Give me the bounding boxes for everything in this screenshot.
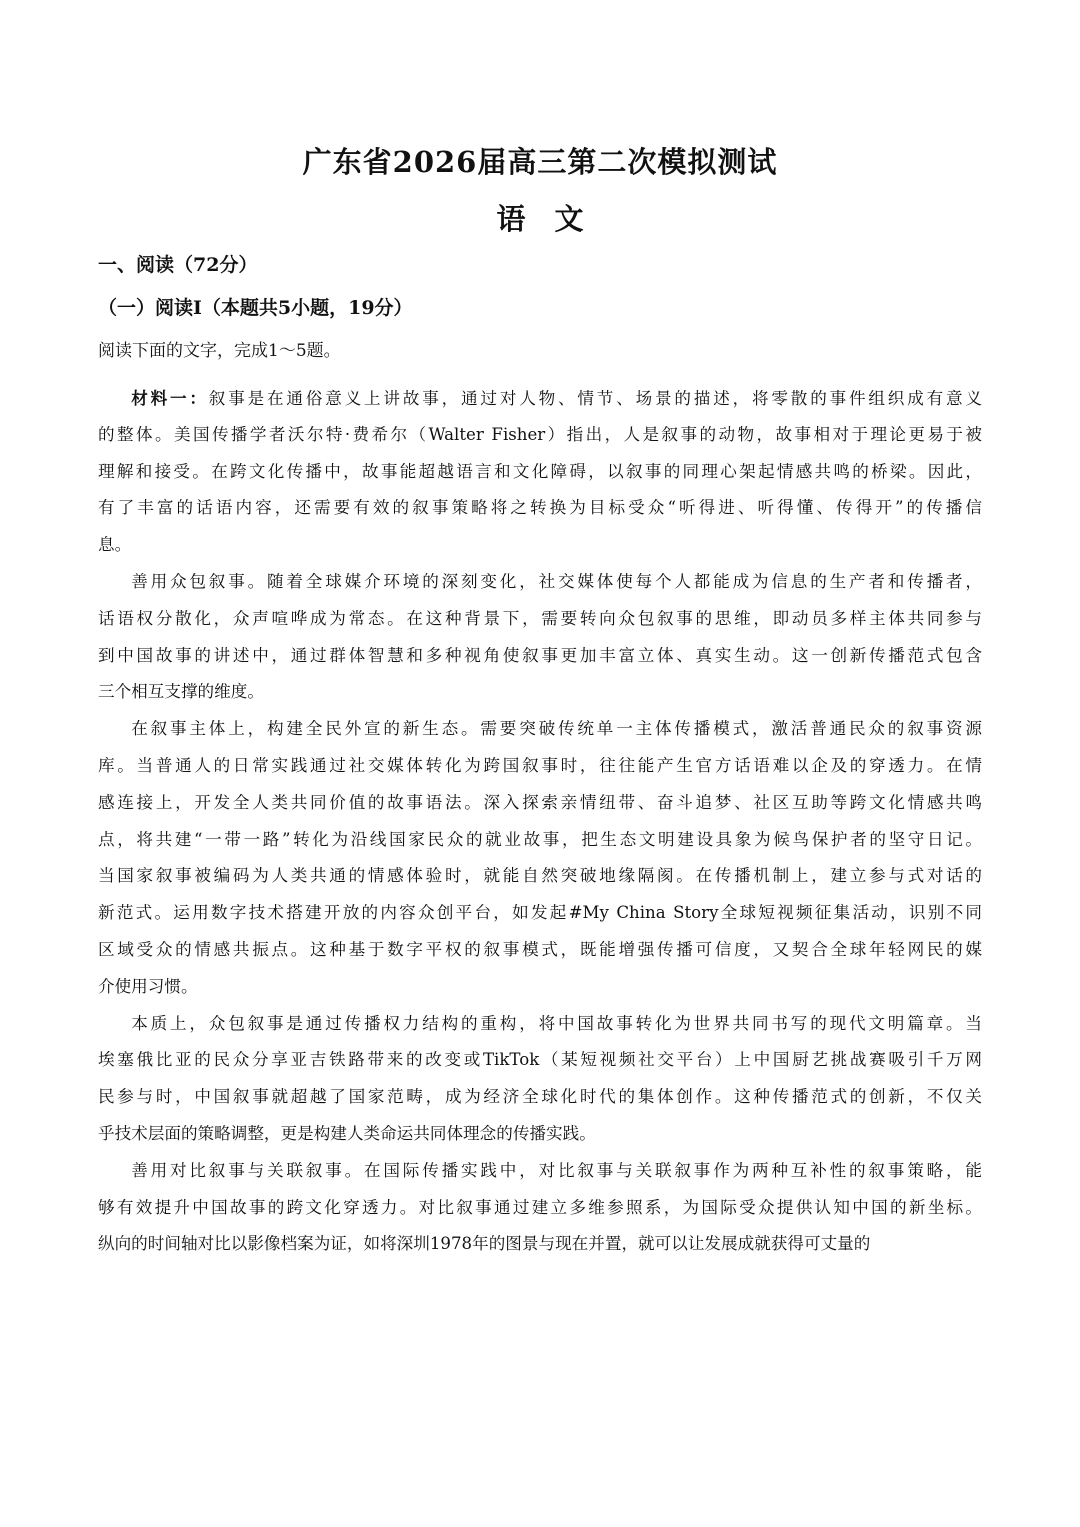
- paragraph-line: 介使用习惯。: [98, 976, 198, 996]
- material-paragraph: [98, 380, 982, 564]
- paragraph-line: 库。当普通人的日常实践通过社交媒体转化为跨国叙事时，往往能产生官方话语难以企及的穿透力。在情: [98, 755, 982, 775]
- material-paragraph: [98, 711, 982, 1005]
- paragraph-line: 民参与时，中国叙事就超越了国家范畴，成为经济全球化时代的集体创作。这种传播范式的创新，不仅关: [98, 1087, 982, 1107]
- material-label: 材料一：: [131, 388, 209, 408]
- paragraph-line: 三个相互支撑的维度。: [98, 682, 264, 702]
- paragraph-line: 新范式。运用数字技术搭建开放的内容众创平台，如发起#My China Story全球短视频征集活动，识别不同: [98, 903, 982, 923]
- subsection-heading: （一）阅读Ⅰ（本题共5小题，19分）: [98, 297, 413, 319]
- section-heading: 一、阅读（72分）: [98, 254, 258, 276]
- paragraph-line: 感连接上，开发全人类共同价值的故事语法。深入探索亲情纽带、奋斗追梦、社区互助等跨文化情感共鸣: [98, 792, 982, 812]
- paragraph-line: 善用对比叙事与关联叙事。在国际传播实践中，对比叙事与关联叙事作为两种互补性的叙事策略，能: [131, 1160, 982, 1180]
- paragraph-line: 息。: [98, 535, 132, 555]
- subject-title: 语 文: [496, 202, 584, 236]
- paragraph-line: 有了丰富的话语内容，还需要有效的叙事策略将之转换为目标受众“听得进、听得懂、传得开”的传播信: [98, 498, 982, 518]
- material-paragraph: [98, 564, 982, 711]
- paragraph-line: [98, 380, 982, 417]
- paragraph-line: 话语权分散化，众声喧哗成为常态。在这种背景下，需要转向众包叙事的思维，即动员多样主体共同参与: [98, 608, 982, 628]
- paragraph-line: 到中国故事的讲述中，通过群体智慧和多种视角使叙事更加丰富立体、真实生动。这一创新传播范式包含: [98, 645, 982, 665]
- paragraph-line: 纵向的时间轴对比以影像档案为证，如将深圳1978年的图景与现在并置，就可以让发展成就获得可丈量的: [98, 1234, 871, 1254]
- paragraph-line: 在叙事主体上，构建全民外宣的新生态。需要突破传统单一主体传播模式，激活普通民众的叙事资源: [131, 719, 982, 739]
- paragraph-line: 点，将共建“一带一路”转化为沿线国家民众的就业故事，把生态文明建设具象为候鸟保护者的坚守日记。: [98, 829, 982, 849]
- reading-material: [98, 380, 982, 1263]
- paragraph-line-text: 叙事是在通俗意义上讲故事，通过对人物、情节、场景的描述，将零散的事件组织成有意义: [208, 389, 982, 408]
- paragraph-line: 本质上，众包叙事是通过传播权力结构的重构，将中国故事转化为世界共同书写的现代文明篇章。当: [131, 1013, 982, 1033]
- paragraph-line: 善用众包叙事。随着全球媒介环境的深刻变化，社交媒体使每个人都能成为信息的生产者和传播者，: [131, 571, 982, 591]
- paragraph-line: 当国家叙事被编码为人类共通的情感体验时，就能自然突破地缘隔阂。在传播机制上，建立参与式对话的: [98, 866, 982, 886]
- paragraph-line: 理解和接受。在跨文化传播中，故事能超越语言和文化障碍，以叙事的同理心架起情感共鸣的桥梁。因此，: [98, 461, 982, 481]
- exam-title: 广东省2026届高三第二次模拟测试: [302, 145, 778, 179]
- reading-instruction: 阅读下面的文字，完成1～5题。: [98, 341, 341, 361]
- paragraph-line: 的整体。美国传播学者沃尔特·费希尔（Walter Fisher）指出，人是叙事的动物，故事相对于理论更易于被: [98, 424, 982, 444]
- paragraph-line: 区域受众的情感共振点。这种基于数字平权的叙事模式，既能增强传播可信度，又契合全球年轻网民的媒: [98, 939, 982, 959]
- material-paragraph: [98, 1006, 982, 1153]
- paragraph-line: 埃塞俄比亚的民众分享亚吉铁路带来的改变或TikTok（某短视频社交平台）上中国厨艺挑战赛吸引千万网: [98, 1050, 982, 1070]
- material-paragraph: [98, 1153, 982, 1263]
- paragraph-line: 够有效提升中国故事的跨文化穿透力。对比叙事通过建立多维参照系，为国际受众提供认知中国的新坐标。: [98, 1197, 982, 1217]
- paragraph-line: 乎技术层面的策略调整，更是构建人类命运共同体理念的传播实践。: [98, 1123, 596, 1143]
